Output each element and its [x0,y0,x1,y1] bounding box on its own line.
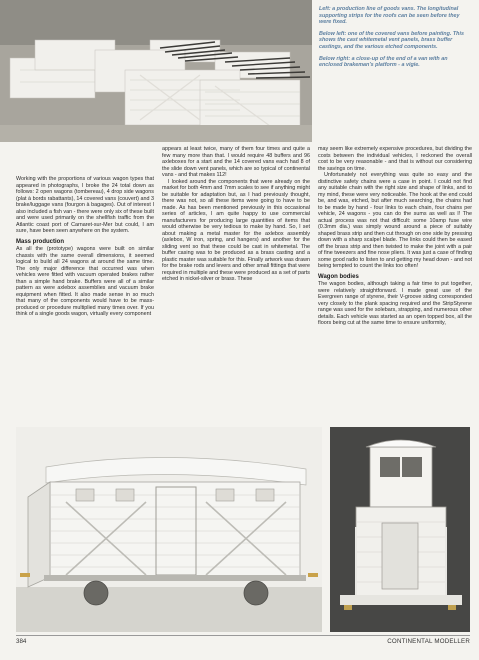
van-production-line-illustration [0,0,312,142]
photo-covered-van-unpainted [16,427,322,632]
paragraph: Unfortunately not everything was quite so easy and the distinctive safety chains were a case in point. I could not find any suitable chain with the right size and shape of links, and to my mind, these were very noticeable. The hook at the end could be, and was, etched, but after much searching, the chains had to be made by hand - four links to each chain, four chains per vehicle, 24 wagons - you can do the sums as well as I! The actual process was not that difficult: some 10amp fuse wire (0.3mm dia.) was simply wound around a piece of suitably shaped brass strip and then cut through on one side by pressing down with a sharp scalpel blade. The links could then be eased off the brass strip and then twisted to make the joint with a pair of fine tweezers and fine nose pliers. It was just a case of finding some good radio to listen to and getting my head down - and not being tempted to count the links too often! [318,172,472,269]
covered-van-illustration [16,427,322,632]
footer-rule [16,635,470,636]
paragraph: Working with the proportions of various wagon types that appeared in photographs, I broke the 24 total down as follows: 2 open wagons (tombereau), 4 drop side wagons (plat à bords rabattants), 14 covered vans (couvert) and 3 brake/luggage vans (fourgon à bagages). Out of interest I also included a fish van - there were only six of these built and were used primarily on the shellfish traffic from the Atlantic coast port of Carnaret-sur-Mer but could, I am sure, have been seen anywhere on the system. [16,176,154,234]
photo-van-production-line [0,0,312,142]
caption-below-left: Below left: one of the covered vans before painting. This shows the cast whitemetal vent panels, brass buffer castings, and the various etched components. [319,30,464,50]
magazine-title: CONTINENTAL MODELLER [387,638,470,645]
paragraph: I looked around the components that were already on the market for both 4mm and 7mm scales to see if anything might be suitable for adaptation but, as I had previously thought, there was not, so all these items were going to have to be made. As has been mentioned previously in this occasional series of articles, I am quite happy to use commercial manufacturers for producing large quantities of items that would otherwise be very tedious to make by hand. So, I set about making a metal master for the axlebox assembly (axlebox, W iron, spring, and hangers) and another for the sliding vent so that these could be cast in whitemetal. The buffer casing was to be produced as a brass casting and a plastic master was suitable for this. Finally artwork was drawn for the brake rods and levers and other small fittings that were required in multiple and these were produced as a set of parts etched in nickel-silver or brass. These [162,178,310,282]
paragraph: As all the (prototype) wagons were built on similar chassis with the same overall dimensions, it seemed logical to build all 24 wagons at around the same time. The only major difference that occurred was when vehicles were fitted with vacuum operated brakes rather than a simple hand brake. Buffers were all of a similar pattern as were axlebox assemblies and vacuum brake equipment when fitted. It also made sense in so much that many of the components would have to be mass-produced or procedure multiplied many times over. If you think of a single goods wagon, virtually every component [16,246,154,317]
text-column-2 [162,146,310,283]
page-number: 384 [16,638,27,645]
paragraph: may seem like extremely expensive procedures, but dividing the costs between the individual vehicles, I reckoned the overall cost to be very reasonable - and that is without our considering the savings on time. [318,146,472,172]
paragraph: The wagon bodies, although taking a fair time to put together, were relatively straightforward. I made great use of the Evergreen range of styrene, their V-groove siding corresponded very closely to the plank spacing required and the StripStyrene range was used for the solebars, strapping, and numerous other details. Each vehicle was started as an open topped box, all the floors being cut at the same time to ensure uniformity, [318,281,472,326]
vigie-illustration [330,427,470,632]
text-column-3 [318,146,472,327]
paragraph: appears at least twice, many of them four times and quite a few many more than that. I would require 48 buffers and 96 axleboxes for a start and the 14 covered vans each had 8 of the slide down vent panels, which are so typical of continental vans - and that makes 112! [162,146,310,178]
photo-van-end-vigie [330,427,470,632]
caption-below-right: Below right: a close-up of the end of a van with an enclosed brakeman's platform - a vigie. [319,55,448,69]
section-heading-mass-production: Mass production [16,238,65,245]
photo-captions [319,6,469,74]
caption-top: Left: a production line of goods vans. The longitudinal supporting strips for the roofs can be seen before they were fixed. [319,6,460,26]
text-column-1 [16,176,154,318]
section-heading-wagon-bodies: Wagon bodies [318,273,359,280]
